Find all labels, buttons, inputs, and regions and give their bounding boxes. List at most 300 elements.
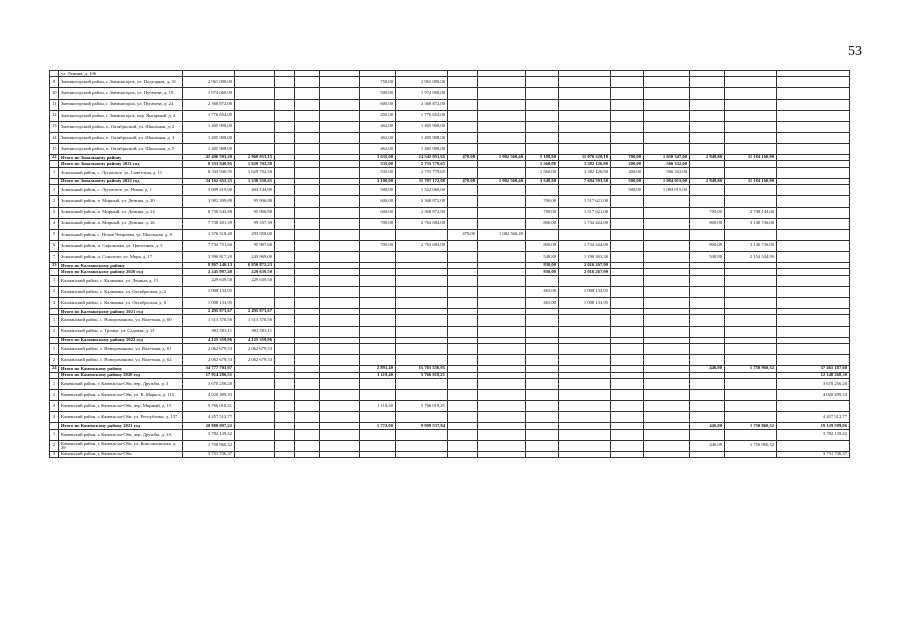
value-cell-c15: 2 848,80 [690,178,725,184]
value-cell-c17 [777,218,850,229]
value-cell-c13 [611,229,644,240]
value-cell-c8: 2 755 779,65 [396,167,448,178]
value-cell-c7 [360,429,396,440]
value-cell-c16: 1 750 960,32 [725,366,777,372]
value-cell-total: 3 982 399,88 [183,196,235,207]
value-cell-c15 [690,229,725,240]
address-cell: Змеиногорский район, п. Октябрьский, ул. Школьная, д. 5 [59,143,183,154]
value-cell-c3: 2 495 873,67 [235,309,275,315]
address-cell: Итого по Зональному району 2021 год [59,161,183,167]
value-cell-c17 [777,99,850,110]
value-cell-c14 [644,326,690,337]
value-cell-c13 [611,440,644,451]
value-cell-c12 [559,412,611,423]
value-cell-c17 [777,167,850,178]
row-number-cell: 1 [50,275,59,286]
value-cell-c8 [396,440,448,451]
value-cell-c15 [690,326,725,337]
value-cell-c5 [295,286,320,297]
value-cell-total: 20 880 097,22 [183,423,235,429]
value-cell-c3 [235,143,275,154]
address-cell: Калманский район, с. Калманка, ул. Октябрьская, д. 2 [59,286,183,297]
value-cell-c8: 2 368 872,00 [396,207,448,218]
value-cell-c7 [360,412,396,423]
value-cell-c15 [690,110,725,121]
value-cell-c11 [526,110,559,121]
value-cell-c13: 200,00 [611,161,644,167]
row-number-cell: 1 [50,185,59,196]
value-cell-c16 [725,275,777,286]
address-cell: Змеиногорский район, п. Октябрьский, ул. Школьная, д. 3 [59,132,183,143]
address-cell: Каменский район, г. Камень-на-Оби, пер. Дружбы, д. 1А [59,429,183,440]
value-cell-total: 2 368 872,00 [183,99,235,110]
value-cell-c16 [725,344,777,355]
row-number-cell: 2 [50,440,59,451]
value-cell-c11: 700,00 [526,196,559,207]
value-cell-c17 [777,401,850,412]
value-cell-c15: 446,00 [690,440,725,451]
value-cell-c11: 930,00 [526,262,559,268]
value-cell-c5 [295,143,320,154]
value-cell-c3 [235,99,275,110]
value-cell-c8: 2 755 779,65 [396,161,448,167]
value-cell-c12: 1 008 133,95 [559,297,611,308]
value-cell-c4 [275,429,295,440]
table-row [50,451,850,457]
table-row [50,440,850,451]
value-cell-c14: 1 084 015,00 [644,185,690,196]
value-cell-c16: 1 750 960,32 [725,423,777,429]
value-cell-c7: 3 635,00 [360,155,396,161]
value-cell-c5 [295,88,320,99]
value-cell-c5 [295,429,320,440]
value-cell-c17 [777,286,850,297]
value-cell-c11: 5 108,80 [526,155,559,161]
value-cell-c17 [777,297,850,308]
value-cell-c11 [526,77,559,88]
value-cell-c6 [320,401,360,412]
value-cell-c3: 403 144,90 [235,185,275,196]
value-cell-total: 1 376 518,40 [183,229,235,240]
value-cell-c5 [295,326,320,337]
value-cell-c11 [526,185,559,196]
value-cell-c13: 700,00 [611,155,644,161]
value-cell-c7: 462,00 [360,132,396,143]
value-cell-c17 [777,275,850,286]
value-cell-c11 [526,412,559,423]
value-cell-c8: 1 405 908,00 [396,132,448,143]
value-cell-c9 [448,315,478,326]
value-cell-c14 [644,429,690,440]
value-cell-c15 [690,196,725,207]
row-number-cell: 14 [50,132,59,143]
value-cell-c7: 535,00 [360,161,396,167]
value-cell-c12: 3 382 126,80 [559,167,611,178]
value-cell-c10 [478,355,526,366]
address-cell: Змеиногорский район, п. Октябрьский, ул. Школьная, д. 2 [59,121,183,132]
value-cell-c12 [559,451,611,457]
address-cell: Каменский район, г. Камень-на-Оби, [59,451,183,457]
value-cell-c9 [448,121,478,132]
value-cell-total: 6 730 543,88 [183,207,235,218]
value-cell-c4 [275,378,295,389]
value-cell-c16 [725,315,777,326]
value-cell-c12 [559,99,611,110]
value-cell-c5 [295,440,320,451]
value-cell-c15 [690,121,725,132]
value-cell-c9 [448,132,478,143]
value-cell-c17 [777,326,850,337]
value-cell-c13 [611,412,644,423]
value-cell-c5 [295,412,320,423]
address-cell: Каменский район, г. Камень-на-Оби, ул. Комсомольская, д. 39 [59,440,183,451]
value-cell-c8 [396,429,448,440]
value-cell-c11 [526,88,559,99]
value-cell-c6 [320,77,360,88]
value-cell-c16 [725,355,777,366]
address-cell: Зональный район, с. Луговское, ул. Новая, д. 1 [59,185,183,196]
value-cell-c17: 12 148 268,30 [777,372,850,378]
value-cell-c7 [360,286,396,297]
value-cell-c8: 1 522 060,00 [396,185,448,196]
value-cell-c13 [611,110,644,121]
value-cell-c8: 15 765 556,05 [396,366,448,372]
value-cell-c9 [448,240,478,251]
value-cell-c5 [295,297,320,308]
value-cell-c11 [526,429,559,440]
value-cell-c4 [275,286,295,297]
value-cell-c14 [644,110,690,121]
value-cell-c9 [448,218,478,229]
value-cell-c17: 37 261 187,60 [777,366,850,372]
address-cell: Каменский район, г. Камень-на-Оби, ул. К. Маркса, д. 115 [59,390,183,401]
value-cell-c7: 600,00 [360,196,396,207]
value-cell-total: 2 062 679,53 [183,355,235,366]
value-cell-c13: 200,00 [611,167,644,178]
value-cell-c15 [690,378,725,389]
value-cell-c9 [448,196,478,207]
value-cell-c6 [320,251,360,262]
value-cell-c11: 1 560,00 [526,167,559,178]
row-number-cell: 3 [50,207,59,218]
value-cell-c14 [644,121,690,132]
value-cell-c12: 11 076 520,10 [559,155,611,161]
value-cell-c11 [526,275,559,286]
value-cell-c15 [690,315,725,326]
address-cell: Зональный район, п. Мирный, ул. Демина, д. 26 [59,218,183,229]
value-cell-c9 [448,251,478,262]
row-number-cell: 4 [50,218,59,229]
value-cell-c12 [559,429,611,440]
value-cell-c14 [644,251,690,262]
value-cell-c16 [725,121,777,132]
value-cell-c9: 470,00 [448,155,478,161]
value-cell-c6 [320,110,360,121]
value-cell-c11 [526,451,559,457]
value-cell-c3: 2 960 053,15 [235,155,275,161]
value-cell-c3: 99 557,39 [235,218,275,229]
value-cell-c8: 14 542 951,65 [396,155,448,161]
value-cell-c13 [611,251,644,262]
value-cell-c9 [448,286,478,297]
value-cell-c15: 2 848,80 [690,155,725,161]
value-cell-c14: 566 332,00 [644,161,690,167]
value-cell-c16 [725,326,777,337]
value-cell-c10 [478,451,526,457]
value-cell-c10 [478,440,526,451]
value-cell-c12: 2 016 267,90 [559,269,611,275]
value-cell-total: 2 495 873,67 [183,309,235,315]
value-cell-c10: 1 082 560,40 [478,229,526,240]
value-cell-c16 [725,412,777,423]
value-cell-c11 [526,355,559,366]
value-cell-total: 4 020 499,33 [183,390,235,401]
value-cell-c13 [611,240,644,251]
value-cell-total: 1 776 654,00 [183,110,235,121]
row-number-cell: 22 [50,155,59,161]
value-cell-c3: 2 062 679,53 [235,344,275,355]
value-cell-c4 [275,185,295,196]
value-cell-c14 [644,218,690,229]
value-cell-c7: 450,00 [360,110,396,121]
value-cell-c10 [478,218,526,229]
value-cell-c12: 1 190 303,30 [559,251,611,262]
value-cell-c4 [275,88,295,99]
value-cell-c6 [320,315,360,326]
table-body [50,71,850,458]
value-cell-c10 [478,378,526,389]
value-cell-c3: 1 629 702,50 [235,161,275,167]
value-cell-c7: 500,00 [360,88,396,99]
value-cell-c3: 982 503,11 [235,326,275,337]
table-row [50,88,850,99]
value-cell-c13 [611,196,644,207]
value-cell-c10 [478,207,526,218]
value-cell-c10 [478,412,526,423]
value-cell-c15: 548,80 [690,251,725,262]
address-cell: Итого по Каменскому району 2020 год [59,372,183,378]
value-cell-c7 [360,344,396,355]
row-number-cell: 12 [50,110,59,121]
value-cell-c13 [611,286,644,297]
value-cell-c12 [559,275,611,286]
table-row [50,240,850,251]
value-cell-c7 [360,297,396,308]
value-cell-c4 [275,251,295,262]
value-cell-c14 [644,401,690,412]
address-cell: Змеиногорский район, г. Змеиногорск, ул. Подгорная, д. 31 [59,77,183,88]
value-cell-c5 [295,240,320,251]
value-cell-c8: 1 776 654,00 [396,110,448,121]
value-cell-c3 [235,110,275,121]
value-cell-c12 [559,315,611,326]
value-cell-c3: 229 639,50 [235,275,275,286]
value-cell-c7 [360,451,396,457]
address-cell: Итого по Зональному району [59,155,183,161]
value-cell-c16: 11 184 160,90 [725,155,777,161]
value-cell-c10 [478,167,526,178]
value-cell-c15 [690,401,725,412]
value-cell-c16 [725,99,777,110]
row-number-cell: 4 [50,412,59,423]
row-number-cell: 2 [50,196,59,207]
row-number-cell: 2 [50,286,59,297]
value-cell-c8: 1 405 908,00 [396,121,448,132]
value-cell-total: 5 766 018,21 [183,401,235,412]
value-cell-c17 [777,315,850,326]
value-cell-c11 [526,440,559,451]
value-cell-c3 [235,440,275,451]
value-cell-c9 [448,143,478,154]
value-cell-c3 [235,412,275,423]
table-row [50,132,850,143]
value-cell-c7 [360,275,396,286]
value-cell-c11 [526,132,559,143]
value-cell-c8: 5 766 018,21 [396,401,448,412]
row-number-cell: 6 [50,240,59,251]
value-cell-c15 [690,77,725,88]
value-cell-c6 [320,429,360,440]
row-number-cell: 1 [50,315,59,326]
value-cell-c17 [777,185,850,196]
value-cell-c3 [235,88,275,99]
value-cell-total: 8 333 940,95 [183,167,235,178]
value-cell-c10 [478,326,526,337]
value-cell-c3: 245 969,00 [235,251,275,262]
table-row [50,275,850,286]
value-cell-c3: 2 062 679,53 [235,355,275,366]
value-cell-c9 [448,167,478,178]
row-number-cell: 5 [50,229,59,240]
page-number: 53 [848,44,862,59]
value-cell-c4 [275,99,295,110]
value-cell-c7: 462,00 [360,143,396,154]
row-number-cell: 1 [50,344,59,355]
value-cell-c5 [295,196,320,207]
table-row [50,196,850,207]
value-cell-c7 [360,390,396,401]
value-cell-c12: 1 734 424,00 [559,240,611,251]
value-cell-c16 [725,77,777,88]
value-cell-c13 [611,132,644,143]
value-cell-c17 [777,207,850,218]
value-cell-c10 [478,185,526,196]
value-cell-c6 [320,196,360,207]
value-cell-c17 [777,251,850,262]
value-cell-total: 2 245 907,40 [183,269,235,275]
value-cell-c17: 3 751 736,37 [777,451,850,457]
value-cell-c8 [396,378,448,389]
row-number-cell: 15 [50,143,59,154]
value-cell-c17 [777,355,850,366]
value-cell-c5 [295,451,320,457]
row-number-cell: 10 [50,88,59,99]
address-cell: Зональный район, с. Новая Чемровка, ул. Школьная, д. 8 [59,229,183,240]
value-cell-c12 [559,77,611,88]
table-row [50,401,850,412]
value-cell-c14 [644,143,690,154]
value-cell-c3 [235,77,275,88]
value-cell-c8: 11 787 172,00 [396,178,448,184]
address-cell: Калманский район, с. Троица, ул. Садовая, д. 21 [59,326,183,337]
value-cell-c10 [478,88,526,99]
value-cell-c6 [320,297,360,308]
value-cell-c16 [725,297,777,308]
value-cell-total: 3 782 139,42 [183,429,235,440]
value-cell-c13: 500,00 [611,178,644,184]
value-cell-c14 [644,99,690,110]
value-cell-c4 [275,196,295,207]
value-cell-c17: 3 782 139,42 [777,429,850,440]
table-row [50,143,850,154]
value-cell-total: 1 513 370,56 [183,315,235,326]
value-cell-c15 [690,99,725,110]
value-cell-c15: 800,00 [690,218,725,229]
value-cell-c4 [275,121,295,132]
value-cell-c6 [320,185,360,196]
table-row [50,77,850,88]
value-cell-c14 [644,88,690,99]
value-cell-total: 1 008 133,95 [183,297,235,308]
value-cell-total: 3 751 736,37 [183,451,235,457]
value-cell-c12 [559,229,611,240]
value-cell-c16: 1 750 960,32 [725,440,777,451]
value-cell-c16 [725,451,777,457]
value-cell-c6 [320,275,360,286]
value-cell-c7: 2 891,40 [360,366,396,372]
table-row [50,297,850,308]
value-cell-c5 [295,167,320,178]
value-cell-c8 [396,229,448,240]
address-cell: Зональный район, п. Соколово, ул. Мира, д. 17 [59,251,183,262]
value-cell-c14 [644,207,690,218]
table-row [50,251,850,262]
value-cell-c16: 3 140 736,00 [725,218,777,229]
value-cell-c8 [396,344,448,355]
value-cell-c14 [644,355,690,366]
value-cell-c4 [275,390,295,401]
value-cell-c5 [295,344,320,355]
table-row [50,378,850,389]
value-cell-c4 [275,218,295,229]
value-cell-c7 [360,355,396,366]
value-cell-c17 [777,110,850,121]
value-cell-c3: 95 907,60 [235,240,275,251]
value-cell-c9 [448,355,478,366]
value-cell-c4 [275,297,295,308]
value-cell-total: 1 405 908,00 [183,132,235,143]
value-cell-c10 [478,297,526,308]
value-cell-c17 [777,440,850,451]
value-cell-c6 [320,390,360,401]
value-cell-c12: 1 734 424,00 [559,218,611,229]
value-cell-c13 [611,344,644,355]
value-cell-c4 [275,207,295,218]
value-cell-c11 [526,99,559,110]
value-cell-c9 [448,110,478,121]
value-cell-c10 [478,196,526,207]
value-cell-c16 [725,429,777,440]
row-number-cell: 1 [50,167,59,178]
value-cell-c14 [644,390,690,401]
value-cell-c12 [559,110,611,121]
value-cell-c4 [275,229,295,240]
value-cell-c15 [690,88,725,99]
value-cell-c13 [611,326,644,337]
value-cell-c11: 465,00 [526,297,559,308]
value-cell-c4 [275,132,295,143]
value-cell-c14 [644,378,690,389]
